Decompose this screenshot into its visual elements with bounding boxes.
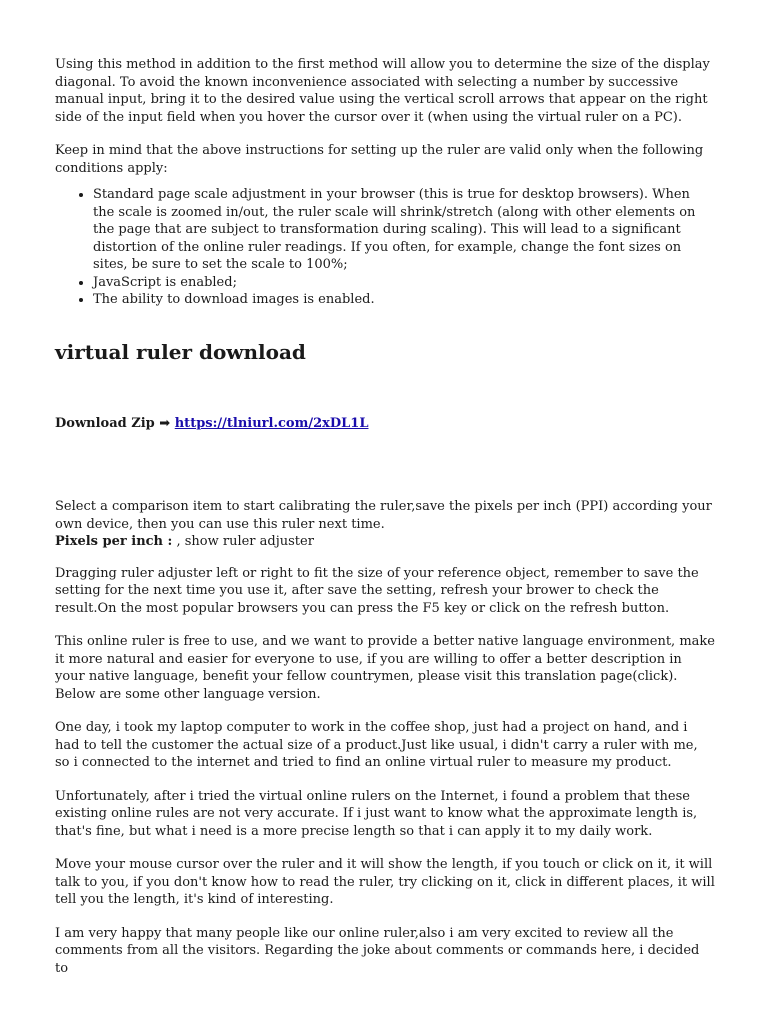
condition-item-javascript: • JavaScript is enabled; xyxy=(93,274,715,292)
unfortunately-paragraph: Unfortunately, after i tried the virtual online rulers on the Internet, i found a problem that these existing online rules are not very accurate. If i just want to know what the approximate length is, that's fine, but what i need is a more precise length so that i can apply it to my daily work. xyxy=(55,788,698,839)
other-languages-text: Below are some other language version. xyxy=(55,686,321,702)
ppi-label: Pixels per inch : xyxy=(55,534,173,549)
download-link[interactable]: https://tlniurl.com/2xDL1L xyxy=(174,415,369,431)
conditions-list xyxy=(55,186,715,309)
free-to-use-text: This online ruler is free to use, and we want to provide a better native language environment, make it more natural and easier for everyone to use, if you are willing to offer a better description in your native language, benefit your fellow countrymen, please visit this translation page(click). xyxy=(55,634,715,684)
intro-paragraph: Using this method in addition to the first method will allow you to determine the size of the display diagonal. To avoid the known inconvenience associated with selecting a number by successive manual input, bring it to the desired value using the vertical scroll arrows that appear on the right side of the input field when you hover the cursor over it (when using the virtual ruler on a PC). xyxy=(55,57,710,125)
happy-paragraph: I am very happy that many people like our online ruler,also i am very excited to review all the comments from all the visitors. Regarding the joke about comments or commands here, i decided to xyxy=(55,925,700,976)
section-heading: virtual ruler download xyxy=(55,339,306,364)
download-line xyxy=(55,415,715,433)
one-day-paragraph: One day, i took my laptop computer to work in the coffee shop, just had a project on hand, and i had to tell the customer the actual size of a product.Just like usual, i didn't carry a ruler with me, so i connected to the internet and tried to find an online virtual ruler to measure my product. xyxy=(55,720,698,770)
download-label: Download Zip xyxy=(55,415,155,431)
ppi-suffix: , show ruler adjuster xyxy=(172,534,314,549)
arrow-right-icon: ➡ xyxy=(159,415,171,431)
calibration-paragraph xyxy=(55,498,715,551)
calibration-text: Select a comparison item to start calibrating the ruler,save the pixels per inch (PPI) according your own device, then you can use this ruler next time. xyxy=(55,499,712,532)
move-mouse-paragraph: Move your mouse cursor over the ruler and it will show the length, if you touch or click on it, it will talk to you, if you don't know how to read the ruler, try clicking on it, click in different places, it will tell you the length, it's kind of interesting. xyxy=(55,857,715,907)
conditions-intro-paragraph: Keep in mind that the above instructions for setting up the ruler are valid only when the following conditions apply: xyxy=(55,143,704,176)
condition-item-scale: • Standard page scale adjustment in your browser (this is true for desktop browsers). When the scale is zoomed in/out, the ruler scale will shrink/stretch (along with other elements on the page that are subject to transformation during scaling). This will lead to a significant distortion of the online ruler readings. If you often, for example, change the font sizes on sites, be sure to set the scale to 100%; xyxy=(93,186,715,274)
dragging-paragraph: Dragging ruler adjuster left or right to fit the size of your reference object, remember to save the setting for the next time you use it, after save the setting, refresh your brower to check the result.On the most popular browsers you can press the F5 key or click on the refresh button. xyxy=(55,565,699,616)
condition-item-images: • The ability to download images is enabled. xyxy=(93,291,715,309)
free-to-use-paragraph xyxy=(55,633,715,703)
